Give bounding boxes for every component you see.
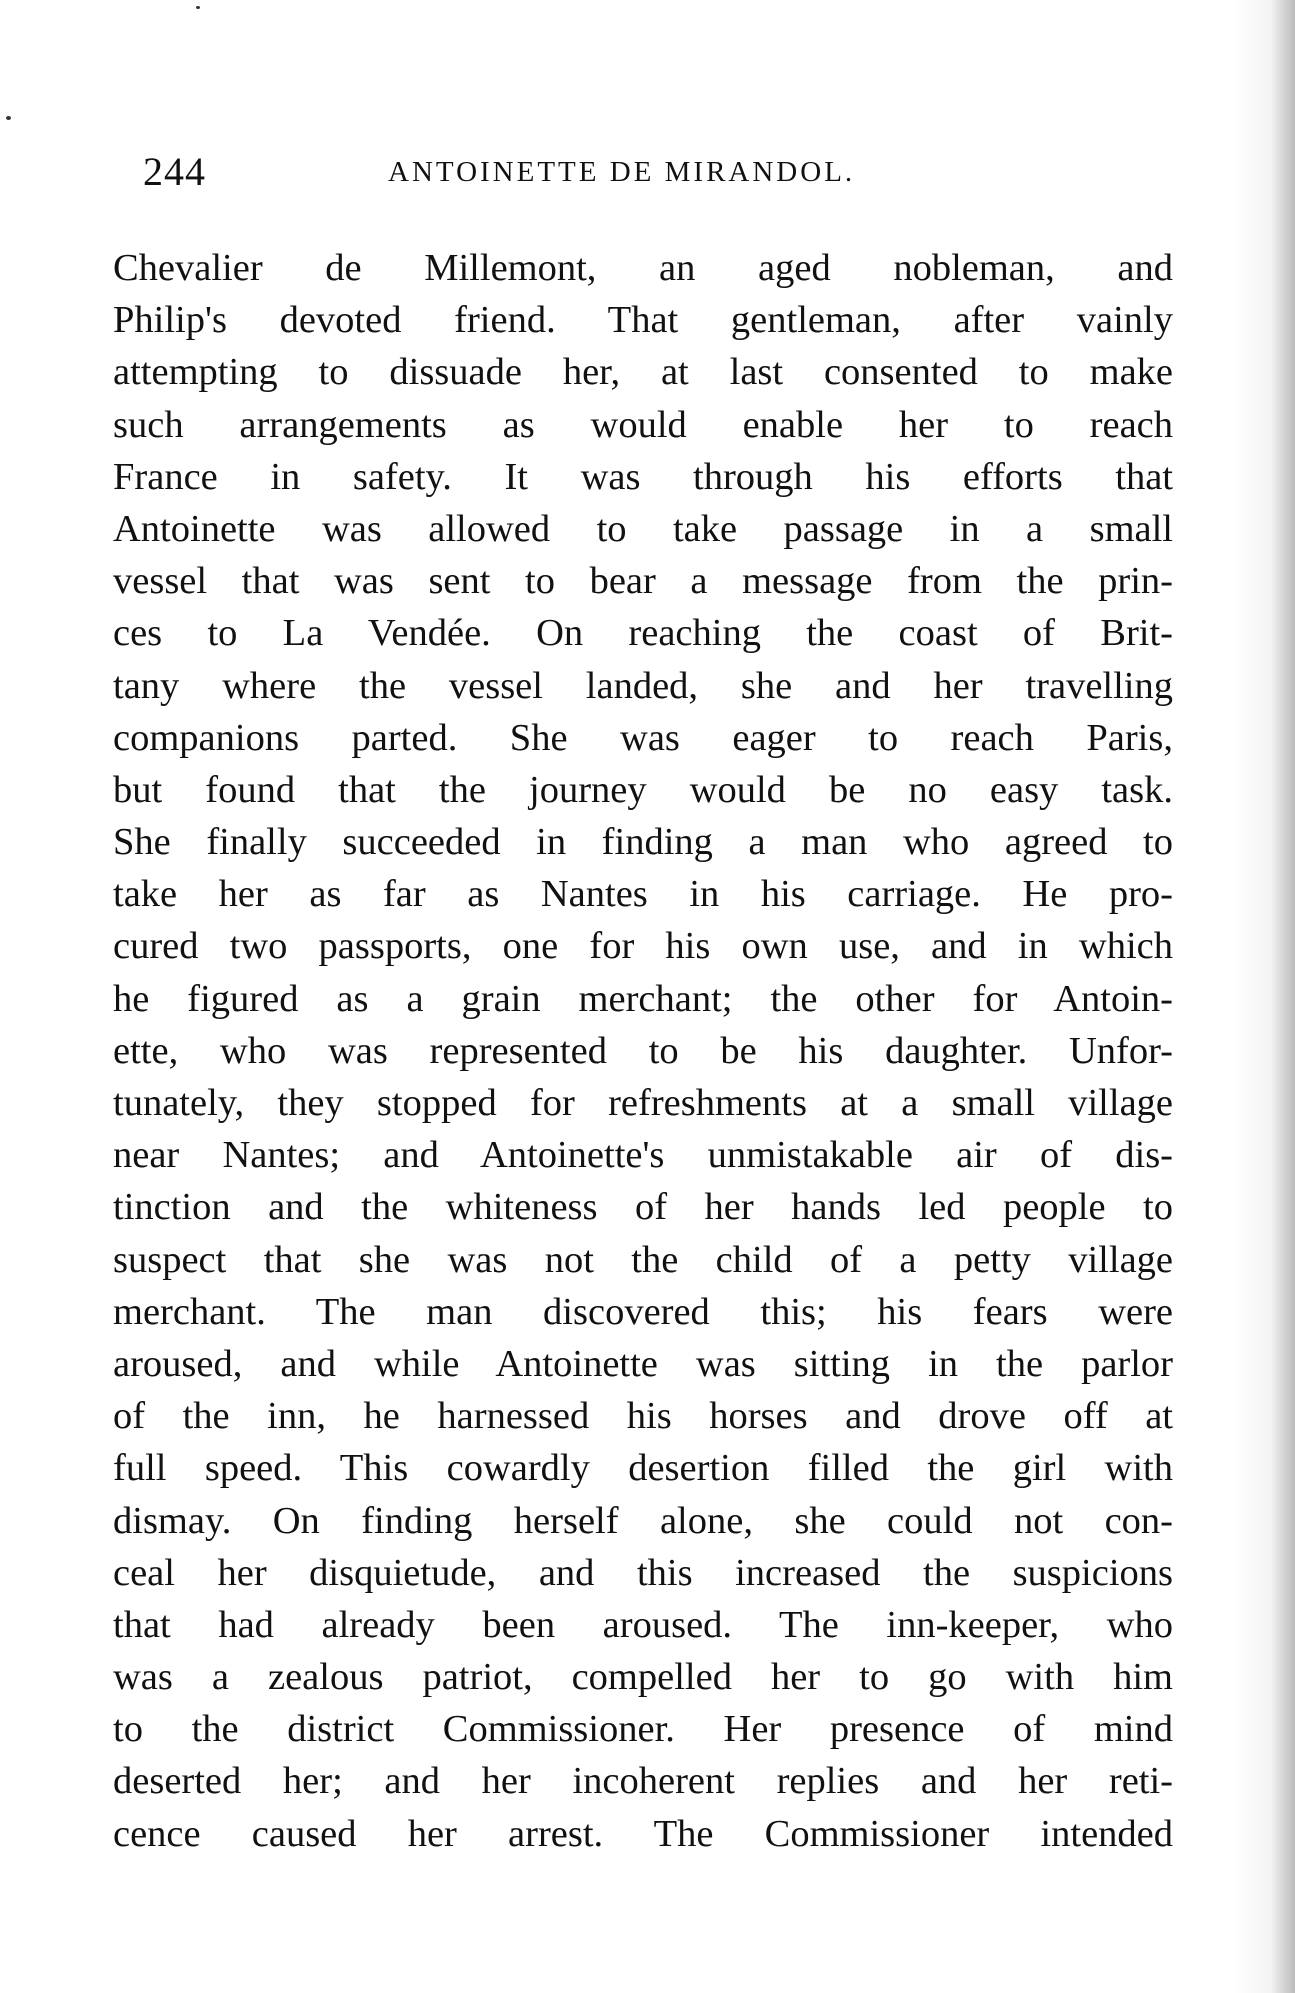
body-text (113, 242, 1173, 1860)
page-header (143, 148, 1160, 198)
text-line: France in safety. It was through his efforts that (113, 455, 1173, 498)
text-line: Antoinette was allowed to take passage in a small (113, 507, 1173, 550)
text-line: deserted her; and her incoherent replies and her reti- (113, 1760, 1173, 1803)
text-line: cence caused her arrest. The Commissioner intended (113, 1812, 1173, 1855)
text-line: of the inn, he harnessed his horses and drove off at (113, 1395, 1173, 1438)
text-line: tany where the vessel landed, she and her travelling (113, 664, 1173, 707)
text-line: She finally succeeded in finding a man who agreed to (113, 821, 1173, 864)
text-line: he figured as a grain merchant; the other for Antoin- (113, 977, 1173, 1020)
text-line: to the district Commissioner. Her presence of mind (113, 1708, 1173, 1751)
text-line: full speed. This cowardly desertion filled the girl with (113, 1447, 1173, 1490)
text-line: ette, who was represented to be his daughter. Unfor- (113, 1029, 1173, 1072)
text-line: ceal her disquietude, and this increased the suspicions (113, 1551, 1173, 1594)
text-line: suspect that she was not the child of a petty village (113, 1238, 1173, 1281)
text-line: companions parted. She was eager to reach Paris, (113, 716, 1173, 759)
text-line: near Nantes; and Antoinette's unmistakable air of dis- (113, 1134, 1173, 1177)
text-line: merchant. The man discovered this; his fears were (113, 1290, 1173, 1333)
text-line: attempting to dissuade her, at last consented to make (113, 351, 1173, 394)
text-line: dismay. On finding herself alone, she could not con- (113, 1499, 1173, 1542)
text-line: tunately, they stopped for refreshments at a small village (113, 1082, 1173, 1124)
text-line: vessel that was sent to bear a message from the prin- (113, 560, 1173, 603)
text-line: such arrangements as would enable her to reach (113, 403, 1173, 446)
text-line: take her as far as Nantes in his carriage. He pro- (113, 873, 1173, 916)
text-line: that had already been aroused. The inn-keeper, who (113, 1603, 1173, 1646)
text-line: cured two passports, one for his own use, and in which (113, 925, 1173, 968)
ink-speck (196, 6, 200, 9)
page-edge-shadow (1233, 0, 1295, 1993)
text-line: but found that the journey would be no easy task. (113, 768, 1173, 811)
running-title: ANTOINETTE DE MIRANDOL. (388, 156, 856, 188)
text-line: tinction and the whiteness of her hands led people to (113, 1186, 1173, 1229)
text-line: Chevalier de Millemont, an aged nobleman, and (113, 247, 1173, 289)
page-number: 244 (143, 149, 206, 194)
text-line: aroused, and while Antoinette was sitting in the parlor (113, 1342, 1173, 1385)
text-line: ces to La Vendée. On reaching the coast of Brit- (113, 612, 1173, 655)
text-line: was a zealous patriot, compelled her to go with him (113, 1656, 1173, 1699)
text-line: Philip's devoted friend. That gentleman, after vainly (113, 299, 1173, 342)
ink-speck (6, 116, 11, 120)
